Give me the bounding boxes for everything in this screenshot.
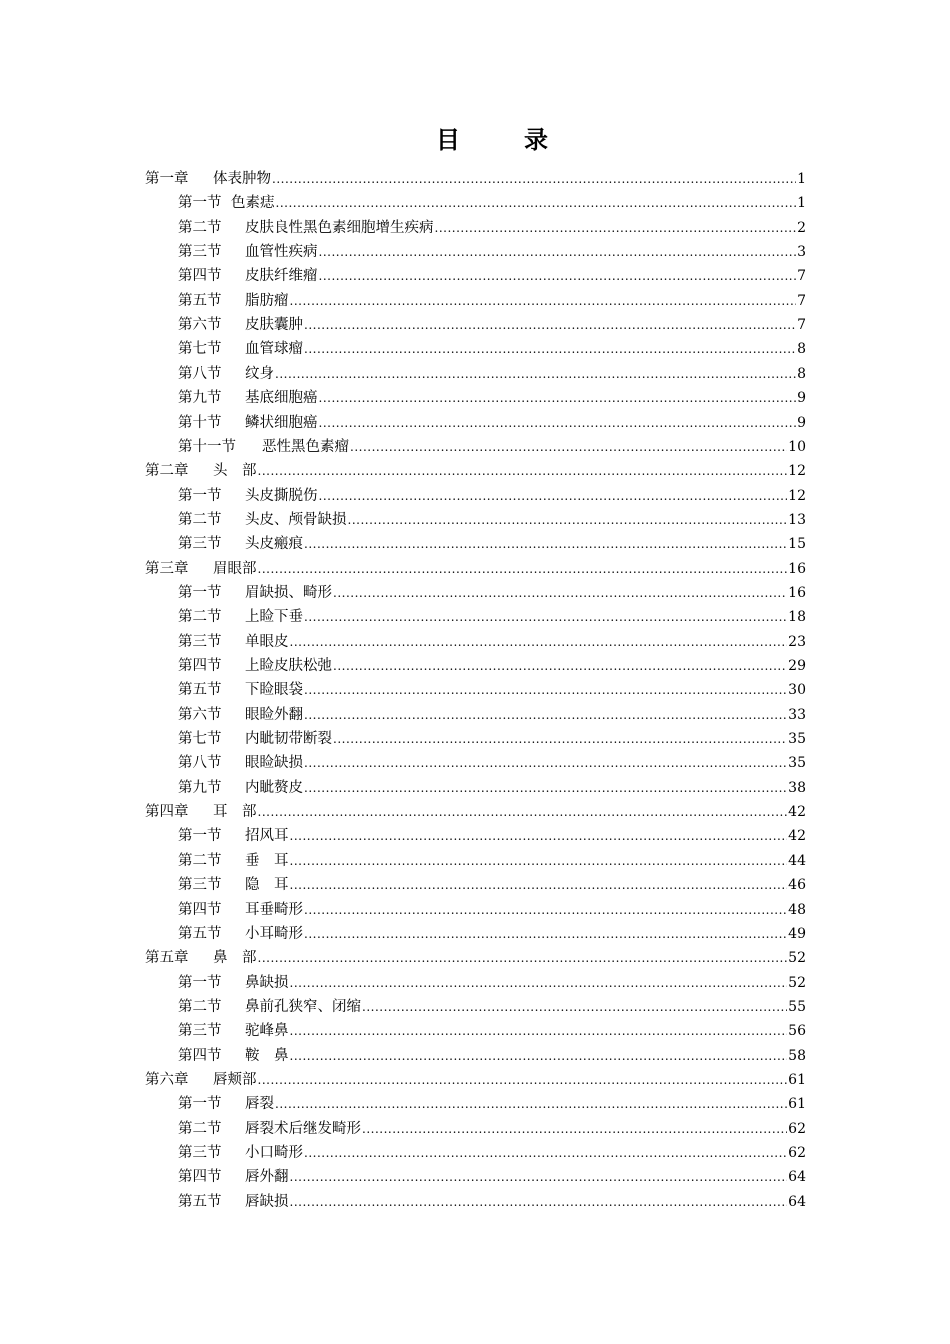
toc-entry-title: 唇裂 — [245, 1096, 274, 1113]
toc-entry-label — [178, 1166, 289, 1188]
toc-entry-label — [178, 436, 349, 458]
toc-section-entry[interactable] — [178, 1118, 806, 1140]
toc-entry-label — [178, 338, 303, 360]
toc-entry-number: 第四节 — [178, 1169, 222, 1186]
toc-entry-label — [178, 777, 303, 799]
toc-entry-label — [178, 996, 361, 1018]
toc-page-number: 18 — [788, 609, 806, 626]
toc-entry-title: 垂 耳 — [245, 852, 289, 869]
toc-entry-number: 第三节 — [178, 1145, 222, 1161]
toc-leader-dots — [319, 485, 788, 507]
toc-section-entry[interactable] — [178, 874, 806, 896]
toc-entry-number: 第三节 — [178, 244, 222, 261]
toc-leader-dots — [290, 972, 788, 994]
toc-entry-label — [178, 874, 289, 896]
toc-section-entry[interactable] — [178, 241, 806, 263]
toc-leader-dots — [290, 1045, 788, 1067]
toc-page-number: 7 — [797, 268, 806, 285]
toc-entry-title: 体表肿物 — [213, 171, 271, 187]
toc-entry-title: 头 部 — [213, 463, 257, 480]
toc-entry-label — [178, 314, 303, 336]
toc-page-number: 35 — [788, 755, 806, 772]
toc-entry-number: 第四节 — [178, 901, 222, 918]
toc-entry-label — [178, 825, 289, 847]
toc-leader-dots — [304, 606, 787, 628]
toc-leader-dots — [290, 825, 788, 847]
toc-leader-dots — [290, 874, 788, 896]
toc-entry-title: 小耳畸形 — [245, 925, 303, 942]
toc-entry-number: 第二章 — [145, 463, 189, 480]
toc-section-entry[interactable] — [178, 752, 806, 774]
toc-section-entry[interactable] — [178, 485, 806, 507]
toc-page-number: 52 — [788, 950, 806, 967]
toc-entry-label — [178, 923, 303, 945]
toc-entry-number: 第三节 — [178, 1023, 222, 1040]
toc-entry-label — [178, 679, 303, 701]
toc-page-number: 48 — [788, 901, 806, 918]
toc-page-number: 1 — [797, 195, 806, 212]
toc-entry-label — [178, 241, 318, 263]
toc-leader-dots — [290, 290, 797, 312]
toc-leader-dots — [258, 801, 788, 823]
toc-entry-number: 第二节 — [178, 852, 222, 869]
toc-section-entry[interactable] — [178, 265, 806, 287]
toc-page-number: 13 — [788, 511, 806, 528]
toc-page-number: 12 — [788, 487, 806, 504]
toc-entry-title: 内眦赘皮 — [245, 779, 303, 796]
toc-section-entry[interactable] — [178, 192, 806, 214]
toc-entry-label — [178, 850, 289, 872]
toc-leader-dots — [304, 1142, 787, 1164]
toc-entry-number: 第三章 — [145, 560, 189, 577]
toc-entry-number: 第六章 — [145, 1071, 189, 1088]
toc-section-entry[interactable] — [178, 777, 806, 799]
toc-entry-label — [178, 728, 332, 750]
toc-entry-title: 上睑下垂 — [245, 609, 303, 626]
toc-leader-dots — [258, 1069, 788, 1091]
toc-entry-title: 恶性黑色素瘤 — [262, 438, 349, 455]
toc-page-number: 23 — [788, 633, 806, 650]
toc-leader-dots — [304, 752, 787, 774]
toc-entry-label — [178, 192, 275, 214]
toc-entry-number: 第一节 — [178, 974, 222, 991]
toc-entry-number: 第六节 — [178, 706, 222, 723]
toc-leader-dots — [319, 265, 797, 287]
toc-leader-dots — [275, 1093, 787, 1115]
page-title: 目 录 — [436, 125, 568, 154]
toc-section-entry[interactable] — [178, 1045, 806, 1067]
toc-entry-title: 脂肪瘤 — [245, 292, 289, 309]
toc-section-entry[interactable] — [178, 1166, 806, 1188]
toc-page-number: 38 — [788, 779, 806, 796]
toc-entry-number: 第二节 — [178, 511, 222, 528]
toc-entry-label — [178, 899, 303, 921]
toc-page-number: 7 — [797, 317, 806, 334]
toc-page-number: 46 — [788, 877, 806, 894]
toc-page-number: 61 — [788, 1096, 806, 1113]
toc-entry-number: 第一节 — [178, 195, 222, 212]
toc-leader-dots — [362, 1118, 787, 1140]
toc-entry-label — [145, 460, 257, 482]
toc-section-entry[interactable] — [178, 314, 806, 336]
toc-entry-label — [178, 1191, 289, 1213]
toc-entry-title: 单眼皮 — [245, 633, 289, 650]
toc-entry-title: 皮肤囊肿 — [245, 317, 303, 334]
toc-chapter-entry[interactable] — [145, 1069, 806, 1091]
toc-page-number: 8 — [797, 341, 806, 358]
toc-entry-label — [178, 1045, 289, 1067]
toc-page-number: 30 — [788, 682, 806, 699]
toc-entry-title: 鼻 部 — [213, 950, 257, 967]
toc-leader-dots — [333, 582, 787, 604]
toc-entry-title: 耳垂畸形 — [245, 901, 303, 918]
toc-leader-dots — [276, 192, 797, 214]
toc-leader-dots — [333, 728, 787, 750]
toc-entry-title: 头皮撕脱伤 — [245, 487, 318, 504]
toc-entry-number: 第一节 — [178, 828, 222, 845]
toc-entry-number: 第七节 — [178, 731, 222, 748]
toc-leader-dots — [290, 631, 788, 653]
toc-section-entry[interactable] — [178, 655, 806, 677]
toc-leader-dots — [319, 241, 797, 263]
toc-page-number: 55 — [788, 998, 806, 1015]
toc-entry-number: 第三节 — [178, 633, 222, 650]
toc-page-number: 1 — [797, 171, 806, 187]
toc-entry-label — [145, 947, 257, 969]
toc-entry-number: 第七节 — [178, 341, 222, 358]
toc-section-entry[interactable] — [178, 899, 806, 921]
toc-section-entry[interactable] — [178, 387, 806, 409]
toc-entry-title: 眉眼部 — [213, 560, 257, 577]
toc-section-entry[interactable] — [178, 1142, 806, 1164]
toc-entry-title: 唇缺损 — [245, 1193, 289, 1210]
toc-entry-number: 第十节 — [178, 414, 222, 431]
toc-chapter-entry[interactable] — [145, 460, 806, 482]
toc-entry-title: 眼睑缺损 — [245, 755, 303, 772]
toc-leader-dots — [304, 704, 787, 726]
toc-entry-title: 内眦韧带断裂 — [245, 731, 332, 748]
toc-section-entry[interactable] — [178, 1093, 806, 1115]
toc-entry-label — [178, 290, 289, 312]
toc-entry-number: 第六节 — [178, 317, 222, 334]
toc-page-number: 2 — [797, 219, 806, 236]
toc-leader-dots — [258, 460, 788, 482]
toc-page-number: 42 — [788, 804, 806, 821]
toc-entry-number: 第五节 — [178, 1193, 222, 1210]
toc-page-number: 16 — [788, 584, 806, 601]
toc-entry-title: 皮肤良性黑色素细胞增生疾病 — [245, 219, 434, 236]
toc-chapter-entry[interactable] — [145, 947, 806, 969]
toc-entry-number: 第二节 — [178, 219, 222, 236]
toc-entry-number: 第五节 — [178, 682, 222, 699]
toc-section-entry[interactable] — [178, 412, 806, 434]
toc-leader-dots — [290, 1166, 788, 1188]
toc-section-entry[interactable] — [178, 850, 806, 872]
toc-page-number: 35 — [788, 731, 806, 748]
toc-leader-dots — [304, 923, 787, 945]
toc-page-number: 58 — [788, 1047, 806, 1064]
toc-page-number: 16 — [788, 560, 806, 577]
toc-section-entry[interactable] — [178, 436, 806, 458]
toc-chapter-entry[interactable] — [145, 801, 806, 823]
toc-entry-title: 耳 部 — [213, 804, 257, 821]
toc-entry-number: 第八节 — [178, 365, 222, 382]
toc-leader-dots — [275, 363, 796, 385]
toc-entry-label — [178, 752, 303, 774]
toc-entry-label — [178, 1118, 361, 1140]
toc-leader-dots — [348, 509, 788, 531]
toc-section-entry[interactable] — [178, 582, 806, 604]
toc-page-number: 64 — [788, 1193, 806, 1210]
toc-leader-dots — [290, 850, 788, 872]
toc-section-entry[interactable] — [178, 972, 806, 994]
toc-entry-title: 隐 耳 — [245, 877, 289, 894]
toc-entry-number: 第五节 — [178, 292, 222, 309]
toc-entry-label — [178, 485, 318, 507]
toc-page-number: 62 — [788, 1120, 806, 1137]
toc-entry-label — [178, 972, 289, 994]
toc-chapter-entry[interactable] — [145, 558, 806, 580]
toc-leader-dots — [304, 777, 787, 799]
toc-entry-number: 第五章 — [145, 950, 189, 967]
toc-page-number: 49 — [788, 925, 806, 942]
toc-entry-title: 头皮、颅骨缺损 — [245, 511, 347, 528]
toc-entry-title: 招风耳 — [245, 828, 289, 845]
toc-entry-label — [178, 631, 289, 653]
toc-leader-dots — [319, 387, 797, 409]
toc-entry-title: 驼峰鼻 — [245, 1023, 289, 1040]
toc-entry-label — [178, 509, 347, 531]
toc-page-number: 56 — [788, 1023, 806, 1040]
toc-entry-number: 第一节 — [178, 487, 222, 504]
toc-entry-number: 第一节 — [178, 584, 222, 601]
toc-section-entry[interactable] — [178, 338, 806, 360]
toc-entry-label — [178, 265, 318, 287]
toc-leader-dots — [304, 314, 796, 336]
toc-page-number: 42 — [788, 828, 806, 845]
toc-section-entry[interactable] — [178, 825, 806, 847]
toc-leader-dots — [304, 899, 787, 921]
toc-page-number: 7 — [797, 292, 806, 309]
toc-entry-label — [178, 1093, 274, 1115]
toc-entry-title: 头皮瘢痕 — [245, 536, 303, 553]
toc-leader-dots — [304, 338, 796, 360]
toc-entry-title: 鼻缺损 — [245, 974, 289, 991]
toc-leader-dots — [272, 168, 796, 190]
toc-entry-title: 下睑眼袋 — [245, 682, 303, 699]
toc-leader-dots — [350, 436, 787, 458]
toc-page-number: 29 — [788, 658, 806, 674]
toc-entry-number: 第一章 — [145, 171, 189, 187]
toc-leader-dots — [319, 412, 797, 434]
toc-chapter-entry[interactable] — [145, 168, 806, 190]
toc-entry-title: 鳞状细胞癌 — [245, 414, 318, 431]
toc-entry-title: 眉缺损、畸形 — [245, 584, 332, 601]
toc-page-number: 9 — [797, 414, 806, 431]
toc-entry-label — [178, 387, 318, 409]
toc-page-number: 62 — [788, 1145, 806, 1161]
toc-entry-label — [145, 1069, 257, 1091]
toc-entry-label — [178, 363, 274, 385]
toc-entry-number: 第一节 — [178, 1096, 222, 1113]
toc-section-entry[interactable] — [178, 217, 806, 239]
toc-page-number: 9 — [797, 390, 806, 407]
toc-page-number: 61 — [788, 1071, 806, 1088]
toc-entry-label — [178, 655, 332, 677]
toc-entry-number: 第四节 — [178, 658, 222, 674]
toc-entry-title: 色素痣 — [231, 195, 275, 212]
toc-entry-number: 第三节 — [178, 877, 222, 894]
toc-section-entry[interactable] — [178, 1020, 806, 1042]
toc-leader-dots — [333, 655, 787, 677]
toc-page-number: 10 — [788, 438, 806, 455]
toc-entry-title: 唇外翻 — [245, 1169, 289, 1186]
toc-entry-title: 眼睑外翻 — [245, 706, 303, 723]
toc-entry-label — [178, 1142, 303, 1164]
toc-section-entry[interactable] — [178, 631, 806, 653]
toc-entry-title: 唇颊部 — [213, 1071, 257, 1088]
toc-section-entry[interactable] — [178, 728, 806, 750]
toc-page-number: 52 — [788, 974, 806, 991]
toc-entry-label — [145, 168, 271, 190]
toc-section-entry[interactable] — [178, 679, 806, 701]
toc-section-entry[interactable] — [178, 923, 806, 945]
toc-entry-title: 小口畸形 — [245, 1145, 303, 1161]
toc-entry-label — [145, 801, 257, 823]
toc-leader-dots — [258, 947, 788, 969]
toc-entry-label — [178, 582, 332, 604]
toc-section-entry[interactable] — [178, 704, 806, 726]
toc-entry-title: 鼻前孔狭窄、闭缩 — [245, 998, 361, 1015]
toc-entry-label — [145, 558, 257, 580]
toc-entry-number: 第四节 — [178, 1047, 222, 1064]
toc-leader-dots — [435, 217, 797, 239]
toc-leader-dots — [304, 533, 787, 555]
toc-entry-number: 第三节 — [178, 536, 222, 553]
toc-entry-number: 第八节 — [178, 755, 222, 772]
toc-entry-number: 第九节 — [178, 390, 222, 407]
toc-leader-dots — [290, 1020, 788, 1042]
toc-entry-title: 上睑皮肤松弛 — [245, 658, 332, 674]
toc-section-entry[interactable] — [178, 533, 806, 555]
toc-page-number: 64 — [788, 1169, 806, 1186]
toc-page-number: 3 — [797, 244, 806, 261]
toc-entry-label — [178, 606, 303, 628]
toc-entry-label — [178, 533, 303, 555]
toc-entry-number: 第九节 — [178, 779, 222, 796]
toc-leader-dots — [362, 996, 787, 1018]
toc-section-entry[interactable] — [178, 509, 806, 531]
toc-section-entry[interactable] — [178, 606, 806, 628]
toc-entry-title: 血管球瘤 — [245, 341, 303, 358]
toc-entry-number: 第四章 — [145, 804, 189, 821]
toc-page-number: 15 — [788, 536, 806, 553]
toc-entry-number: 第十一节 — [178, 438, 236, 455]
toc-entry-title: 皮肤纤维瘤 — [245, 268, 318, 285]
toc-entry-label — [178, 412, 318, 434]
toc-entry-label — [178, 1020, 289, 1042]
toc-page-number: 12 — [788, 463, 806, 480]
toc-section-entry[interactable] — [178, 363, 806, 385]
toc-entry-number: 第二节 — [178, 609, 222, 626]
toc-page-number: 8 — [797, 365, 806, 382]
toc-entry-title: 纹身 — [245, 365, 274, 382]
toc-page-number: 44 — [788, 852, 806, 869]
toc-entry-title: 唇裂术后继发畸形 — [245, 1120, 361, 1137]
toc-section-entry[interactable] — [178, 1191, 806, 1213]
toc-entry-number: 第二节 — [178, 998, 222, 1015]
toc-entry-title: 基底细胞癌 — [245, 390, 318, 407]
toc-entry-number: 第五节 — [178, 925, 222, 942]
toc-leader-dots — [290, 1191, 788, 1213]
toc-entry-label — [178, 704, 303, 726]
toc-entry-label — [178, 217, 434, 239]
toc-entry-number: 第四节 — [178, 268, 222, 285]
toc-entry-title: 血管性疾病 — [245, 244, 318, 261]
toc-entry-title: 鞍 鼻 — [245, 1047, 289, 1064]
toc-section-entry[interactable] — [178, 996, 806, 1018]
toc-leader-dots — [258, 558, 788, 580]
toc-leader-dots — [304, 679, 787, 701]
toc-entry-number: 第二节 — [178, 1120, 222, 1137]
toc-page-number: 33 — [788, 706, 806, 723]
toc-section-entry[interactable] — [178, 290, 806, 312]
